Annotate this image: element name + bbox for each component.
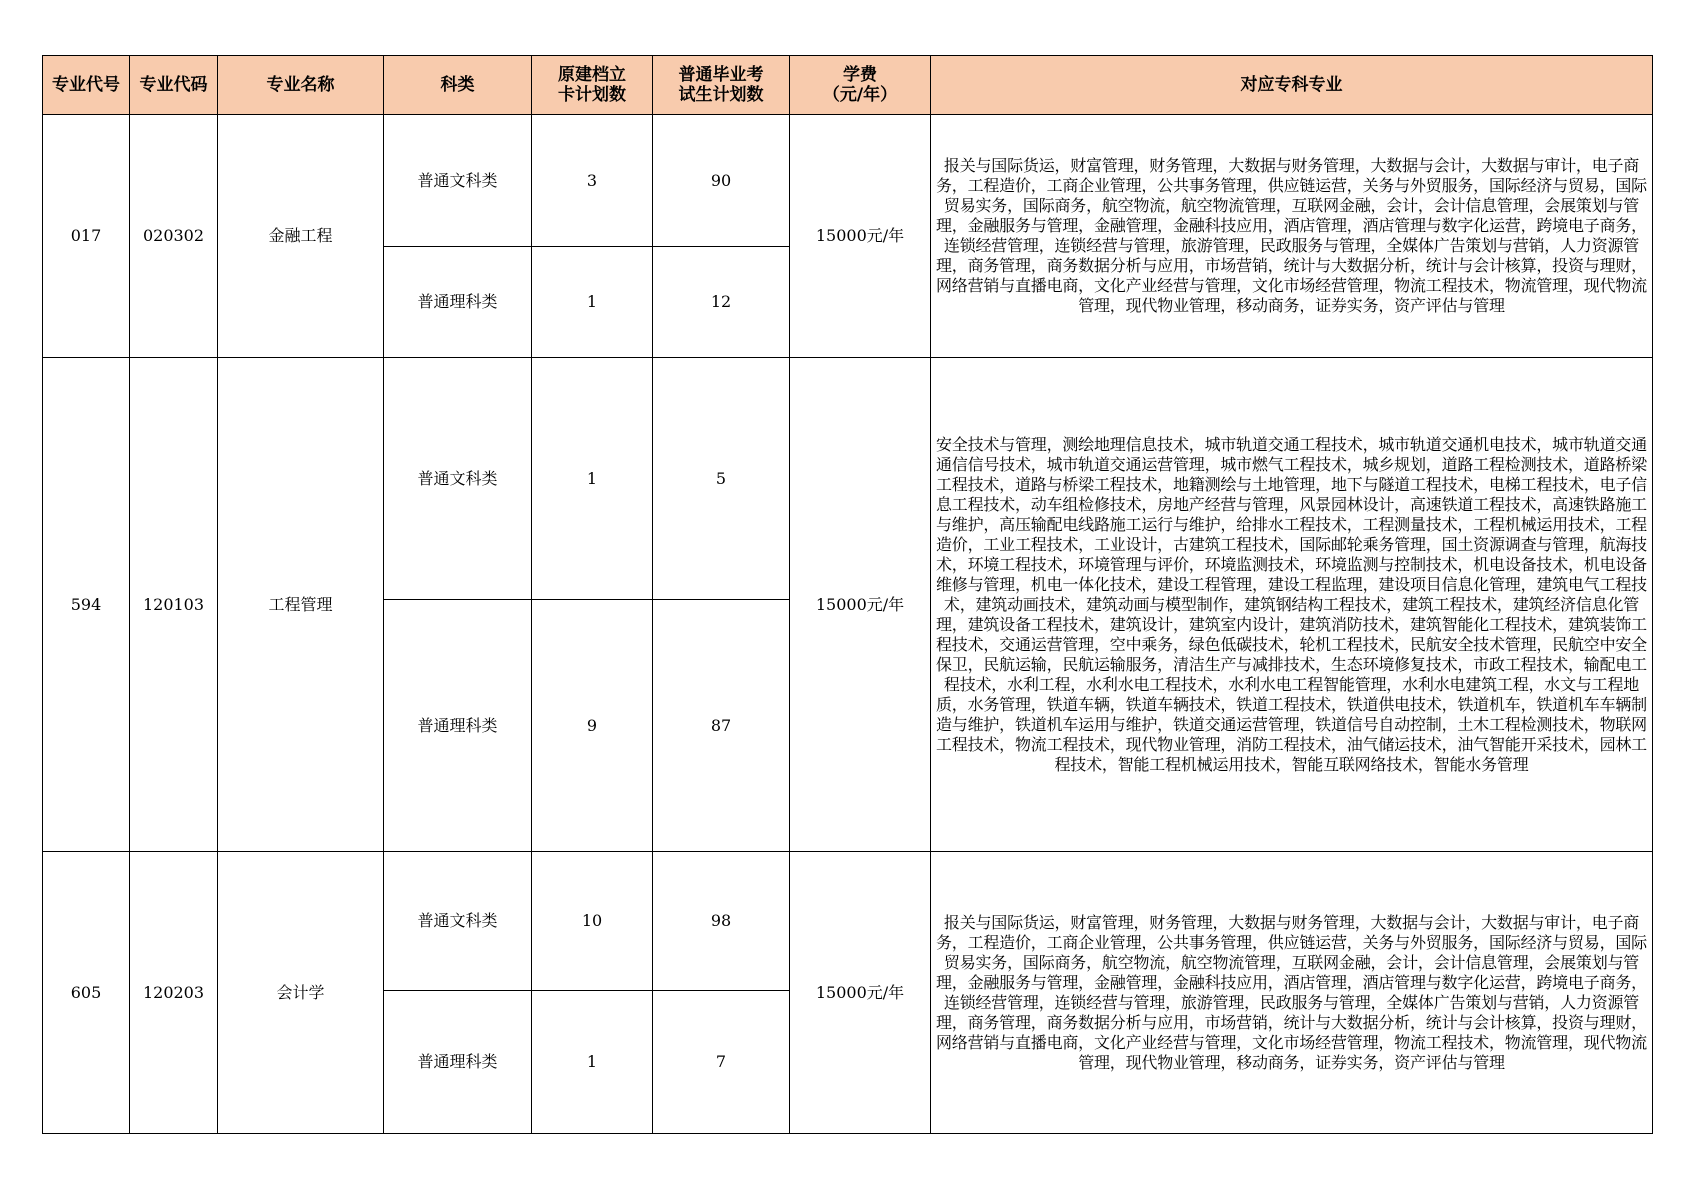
header-plan-b-line2: 试生计划数 [678,85,764,105]
header-name: 专业名称 [218,56,384,115]
header-category: 科类 [384,56,532,115]
header-code-no: 专业代号 [43,56,130,115]
header-plan-a-line2: 卡计划数 [558,85,626,105]
header-majors: 对应专科专业 [931,56,1653,115]
cell-category: 普通文科类 [384,115,532,247]
cell-name: 金融工程 [218,115,384,358]
cell-plan-b: 87 [653,600,790,852]
cell-code-no: 605 [43,852,130,1134]
cell-category: 普通理科类 [384,991,532,1134]
cell-category: 普通理科类 [384,600,532,852]
header-code: 专业代码 [130,56,218,115]
cell-code: 020302 [130,115,218,358]
header-row [43,56,1653,115]
cell-plan-b: 90 [653,115,790,247]
cell-majors: 报关与国际货运，财富管理，财务管理，大数据与财务管理，大数据与会计，大数据与审计，电子商务，工程造价，工商企业管理，公共事务管理，供应链运营，关务与外贸服务，国际经济与贸易，国际贸易实务，国际商务，航空物流，航空物流管理，互联网金融，会计，会计信息管理，会展策划与管理，金融服务与管理，金融管理，金融科技应用，酒店管理，酒店管理与数字化运营，跨境电子商务，连锁经营管理，连锁经营与管理，旅游管理，民政服务与管理，全媒体广告策划与营销，人力资源管理，商务管理，商务数据分析与应用，市场营销，统计与大数据分析，统计与会计核算，投资与理财，网络营销与直播电商，文化产业经营与管理，文化市场经营管理，物流工程技术，物流管理，现代物流管理，现代物业管理，移动商务，证券实务，资产评估与管理 [931,115,1653,358]
cell-plan-a: 1 [532,358,653,600]
table-row [43,852,1653,991]
header-plan-b-line1: 普通毕业考 [678,65,764,85]
cell-plan-a: 10 [532,852,653,991]
cell-plan-a: 3 [532,115,653,247]
cell-plan-a: 1 [532,247,653,358]
cell-majors: 报关与国际货运，财富管理，财务管理，大数据与财务管理，大数据与会计，大数据与审计，电子商务，工程造价，工商企业管理，公共事务管理，供应链运营，关务与外贸服务，国际经济与贸易，国际贸易实务，国际商务，航空物流，航空物流管理，互联网金融，会计，会计信息管理，会展策划与管理，金融服务与管理，金融管理，金融科技应用，酒店管理，酒店管理与数字化运营，跨境电子商务，连锁经营管理，连锁经营与管理，旅游管理，民政服务与管理，全媒体广告策划与营销，人力资源管理，商务管理，商务数据分析与应用，市场营销，统计与大数据分析，统计与会计核算，投资与理财，网络营销与直播电商，文化产业经营与管理，文化市场经营管理，物流工程技术，物流管理，现代物流管理，现代物业管理，移动商务，证券实务，资产评估与管理 [931,852,1653,1134]
header-fee-line2: （元/年） [822,85,898,105]
header-fee-line1: 学费 [843,65,877,85]
header-plan-a-line1: 原建档立 [558,65,626,85]
cell-code-no: 017 [43,115,130,358]
cell-category: 普通文科类 [384,358,532,600]
cell-fee: 15000元/年 [790,358,931,852]
cell-plan-b: 5 [653,358,790,600]
header-plan-a [532,56,653,115]
cell-majors: 安全技术与管理，测绘地理信息技术，城市轨道交通工程技术，城市轨道交通机电技术，城市轨道交通通信信号技术，城市轨道交通运营管理，城市燃气工程技术，城乡规划，道路工程检测技术，道路桥梁工程技术，道路与桥梁工程技术，地籍测绘与土地管理，地下与隧道工程技术，电梯工程技术，电子信息工程技术，动车组检修技术，房地产经营与管理，风景园林设计，高速铁道工程技术，高速铁路施工与维护，高压输配电线路施工运行与维护，给排水工程技术，工程测量技术，工程机械运用技术，工程造价，工业工程技术，工业设计，古建筑工程技术，国际邮轮乘务管理，国土资源调查与管理，航海技术，环境工程技术，环境管理与评价，环境监测技术，环境监测与控制技术，机电设备技术，机电设备维修与管理，机电一体化技术，建设工程管理，建设工程监理，建设项目信息化管理，建筑电气工程技术，建筑动画技术，建筑动画与模型制作，建筑钢结构工程技术，建筑工程技术，建筑经济信息化管理，建筑设备工程技术，建筑设计，建筑室内设计，建筑消防技术，建筑智能化工程技术，建筑装饰工程技术，交通运营管理，空中乘务，绿色低碳技术，轮机工程技术，民航安全技术管理，民航空中安全保卫，民航运输，民航运输服务，清洁生产与减排技术，生态环境修复技术，市政工程技术，输配电工程技术，水利工程，水利水电工程技术，水利水电工程智能管理，水利水电建筑工程，水文与工程地质，水务管理，铁道车辆，铁道车辆技术，铁道工程技术，铁道供电技术，铁道机车，铁道机车车辆制造与维护，铁道机车运用与维护，铁道交通运营管理，铁道信号自动控制，土木工程检测技术，物联网工程技术，物流工程技术，现代物业管理，消防工程技术，油气储运技术，油气智能开采技术，园林工程技术，智能工程机械运用技术，智能互联网络技术，智能水务管理 [931,358,1653,852]
table-row [43,358,1653,600]
admission-plan-table [42,55,1653,1134]
cell-fee: 15000元/年 [790,852,931,1134]
cell-code: 120103 [130,358,218,852]
cell-plan-a: 9 [532,600,653,852]
cell-plan-b: 7 [653,991,790,1134]
cell-name: 会计学 [218,852,384,1134]
cell-plan-b: 98 [653,852,790,991]
cell-plan-b: 12 [653,247,790,358]
header-plan-b [653,56,790,115]
cell-name: 工程管理 [218,358,384,852]
cell-plan-a: 1 [532,991,653,1134]
cell-code: 120203 [130,852,218,1134]
cell-fee: 15000元/年 [790,115,931,358]
cell-code-no: 594 [43,358,130,852]
cell-category: 普通文科类 [384,852,532,991]
table-row [43,115,1653,247]
cell-category: 普通理科类 [384,247,532,358]
header-fee [790,56,931,115]
